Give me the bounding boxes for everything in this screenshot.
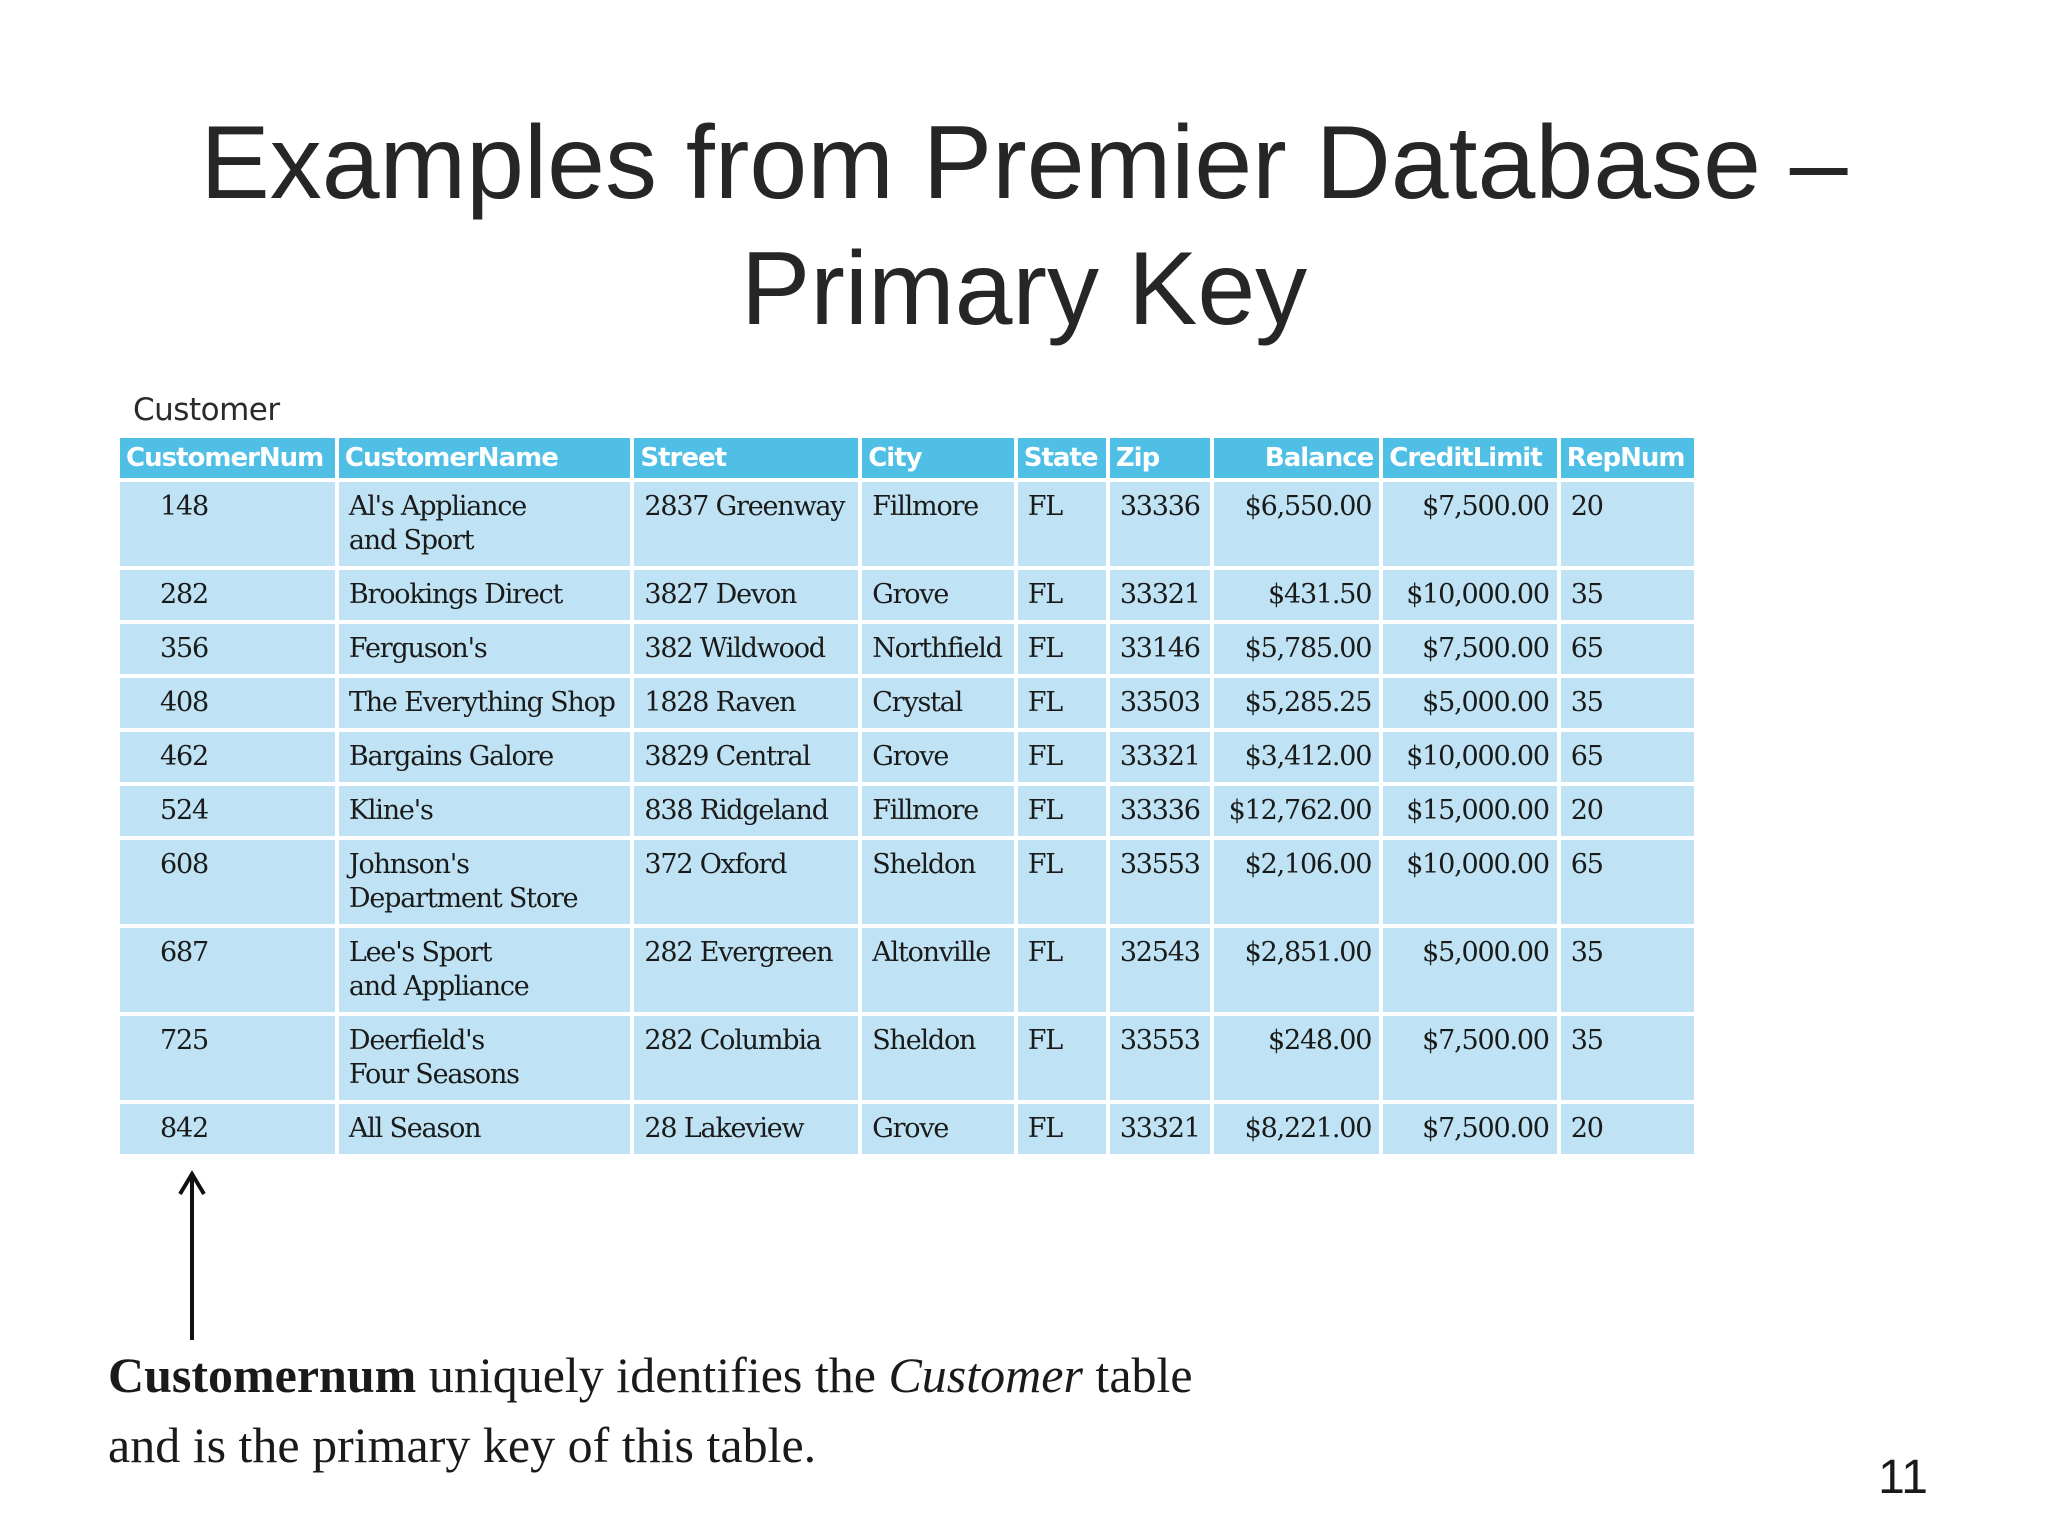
cell-creditlimit: $7,500.00	[1383, 1104, 1557, 1154]
cell-city: Northfield	[862, 624, 1014, 674]
cell-repnum: 35	[1561, 928, 1694, 1012]
customer-name-line-1: Ferguson's	[348, 633, 487, 664]
table-row	[120, 732, 1694, 782]
cell-street: 372 Oxford	[634, 840, 858, 924]
cell-customername	[339, 570, 630, 620]
slide-title-line-1: Examples from Premier Database –	[200, 105, 1848, 221]
cell-city: Sheldon	[862, 840, 1014, 924]
cell-repnum: 35	[1561, 570, 1694, 620]
table-header-row	[120, 438, 1694, 478]
note-text-2: table	[1082, 1347, 1193, 1403]
cell-street: 2837 Greenway	[634, 482, 858, 566]
cell-creditlimit: $15,000.00	[1383, 786, 1557, 836]
cell-repnum: 35	[1561, 1016, 1694, 1100]
cell-balance: $2,851.00	[1214, 928, 1379, 1012]
cell-street: 1828 Raven	[634, 678, 858, 728]
cell-customername	[339, 678, 630, 728]
cell-city: Sheldon	[862, 1016, 1014, 1100]
cell-customernum: 408	[120, 678, 335, 728]
cell-customername	[339, 1104, 630, 1154]
cell-creditlimit: $7,500.00	[1383, 1016, 1557, 1100]
cell-creditlimit: $7,500.00	[1383, 482, 1557, 566]
customer-name-line-2: and Appliance	[348, 971, 529, 1002]
note-bold-term: Customernum	[108, 1347, 417, 1403]
column-header-creditlimit: CreditLimit	[1383, 438, 1557, 478]
cell-zip: 33553	[1110, 1016, 1211, 1100]
column-header-street: Street	[634, 438, 858, 478]
cell-zip: 33146	[1110, 624, 1211, 674]
table-row	[120, 928, 1694, 1012]
note-italic-term: Customer	[888, 1347, 1083, 1403]
cell-creditlimit: $10,000.00	[1383, 840, 1557, 924]
cell-customernum: 608	[120, 840, 335, 924]
cell-creditlimit: $10,000.00	[1383, 570, 1557, 620]
customer-name-line-2: Department Store	[348, 883, 578, 914]
cell-zip: 33321	[1110, 732, 1211, 782]
cell-balance: $8,221.00	[1214, 1104, 1379, 1154]
cell-city: Grove	[862, 732, 1014, 782]
customer-name-line-1: Bargains Galore	[348, 741, 554, 772]
table-row	[120, 1016, 1694, 1100]
cell-customernum: 524	[120, 786, 335, 836]
cell-customername	[339, 928, 630, 1012]
cell-repnum: 20	[1561, 482, 1694, 566]
cell-state: FL	[1018, 732, 1106, 782]
cell-creditlimit: $10,000.00	[1383, 732, 1557, 782]
cell-zip: 33321	[1110, 1104, 1211, 1154]
cell-zip: 33321	[1110, 570, 1211, 620]
cell-state: FL	[1018, 624, 1106, 674]
cell-city: Grove	[862, 1104, 1014, 1154]
customer-name-line-1: Johnson's	[348, 849, 469, 880]
customer-name-line-1: All Season	[348, 1113, 481, 1144]
cell-street: 3829 Central	[634, 732, 858, 782]
customer-name-line-1: Brookings Direct	[348, 579, 563, 610]
cell-state: FL	[1018, 1016, 1106, 1100]
cell-repnum: 20	[1561, 1104, 1694, 1154]
table-row	[120, 1104, 1694, 1154]
table-row	[120, 570, 1694, 620]
cell-creditlimit: $7,500.00	[1383, 624, 1557, 674]
cell-state: FL	[1018, 840, 1106, 924]
cell-state: FL	[1018, 1104, 1106, 1154]
cell-balance: $2,106.00	[1214, 840, 1379, 924]
cell-street: 28 Lakeview	[634, 1104, 858, 1154]
cell-balance: $5,285.25	[1214, 678, 1379, 728]
cell-customernum: 282	[120, 570, 335, 620]
cell-city: Altonville	[862, 928, 1014, 1012]
cell-city: Crystal	[862, 678, 1014, 728]
cell-repnum: 20	[1561, 786, 1694, 836]
customer-name-line-1: Al's Appliance	[348, 491, 527, 522]
cell-repnum: 35	[1561, 678, 1694, 728]
column-header-state: State	[1018, 438, 1106, 478]
cell-zip: 33336	[1110, 482, 1211, 566]
table-row	[120, 840, 1694, 924]
customer-table	[116, 434, 1698, 1158]
cell-balance: $6,550.00	[1214, 482, 1379, 566]
cell-balance: $248.00	[1214, 1016, 1379, 1100]
cell-customername	[339, 840, 630, 924]
customer-name-line-1: Deerfield's	[348, 1025, 485, 1056]
table-row	[120, 678, 1694, 728]
page-number: 11	[1878, 1451, 1928, 1504]
customer-name-line-1: Lee's Sport	[348, 937, 492, 968]
cell-customernum: 462	[120, 732, 335, 782]
note-text-1: uniquely identifies the	[416, 1347, 889, 1403]
column-header-repnum: RepNum	[1561, 438, 1694, 478]
cell-customernum: 842	[120, 1104, 335, 1154]
cell-customername	[339, 732, 630, 782]
customer-name-line-2: Four Seasons	[348, 1059, 519, 1090]
cell-creditlimit: $5,000.00	[1383, 678, 1557, 728]
customer-name-line-1: The Everything Shop	[348, 687, 615, 718]
cell-balance: $5,785.00	[1214, 624, 1379, 674]
cell-repnum: 65	[1561, 624, 1694, 674]
cell-creditlimit: $5,000.00	[1383, 928, 1557, 1012]
cell-repnum: 65	[1561, 840, 1694, 924]
cell-state: FL	[1018, 786, 1106, 836]
cell-street: 3827 Devon	[634, 570, 858, 620]
note-line-1	[108, 1340, 1408, 1410]
cell-balance: $431.50	[1214, 570, 1379, 620]
table-row	[120, 786, 1694, 836]
table-row	[120, 482, 1694, 566]
customer-name-line-1: Kline's	[348, 795, 433, 826]
arrow-up-icon	[172, 1168, 212, 1343]
cell-street: 282 Columbia	[634, 1016, 858, 1100]
column-header-customernum: CustomerNum	[120, 438, 335, 478]
cell-city: Fillmore	[862, 786, 1014, 836]
cell-state: FL	[1018, 482, 1106, 566]
primary-key-note	[108, 1340, 1408, 1480]
cell-street: 282 Evergreen	[634, 928, 858, 1012]
cell-state: FL	[1018, 570, 1106, 620]
cell-zip: 32543	[1110, 928, 1211, 1012]
table-row	[120, 624, 1694, 674]
cell-balance: $3,412.00	[1214, 732, 1379, 782]
column-header-city: City	[862, 438, 1014, 478]
cell-customernum: 356	[120, 624, 335, 674]
table-body	[120, 482, 1694, 1154]
cell-customername	[339, 1016, 630, 1100]
cell-city: Grove	[862, 570, 1014, 620]
cell-zip: 33336	[1110, 786, 1211, 836]
cell-customernum: 725	[120, 1016, 335, 1100]
slide-title-line-2: Primary Key	[740, 231, 1308, 347]
cell-customername	[339, 482, 630, 566]
cell-zip: 33503	[1110, 678, 1211, 728]
cell-zip: 33553	[1110, 840, 1211, 924]
cell-state: FL	[1018, 928, 1106, 1012]
note-line-2: and is the primary key of this table.	[108, 1417, 817, 1473]
column-header-customername: CustomerName	[339, 438, 630, 478]
cell-street: 382 Wildwood	[634, 624, 858, 674]
cell-customernum: 687	[120, 928, 335, 1012]
cell-customernum: 148	[120, 482, 335, 566]
cell-customername	[339, 786, 630, 836]
cell-state: FL	[1018, 678, 1106, 728]
column-header-zip: Zip	[1110, 438, 1211, 478]
cell-balance: $12,762.00	[1214, 786, 1379, 836]
cell-repnum: 65	[1561, 732, 1694, 782]
column-header-balance: Balance	[1214, 438, 1379, 478]
customer-name-line-2: and Sport	[348, 525, 474, 556]
cell-street: 838 Ridgeland	[634, 786, 858, 836]
cell-customername	[339, 624, 630, 674]
cell-city: Fillmore	[862, 482, 1014, 566]
table-caption: Customer	[133, 392, 280, 428]
slide-title	[0, 100, 2048, 352]
